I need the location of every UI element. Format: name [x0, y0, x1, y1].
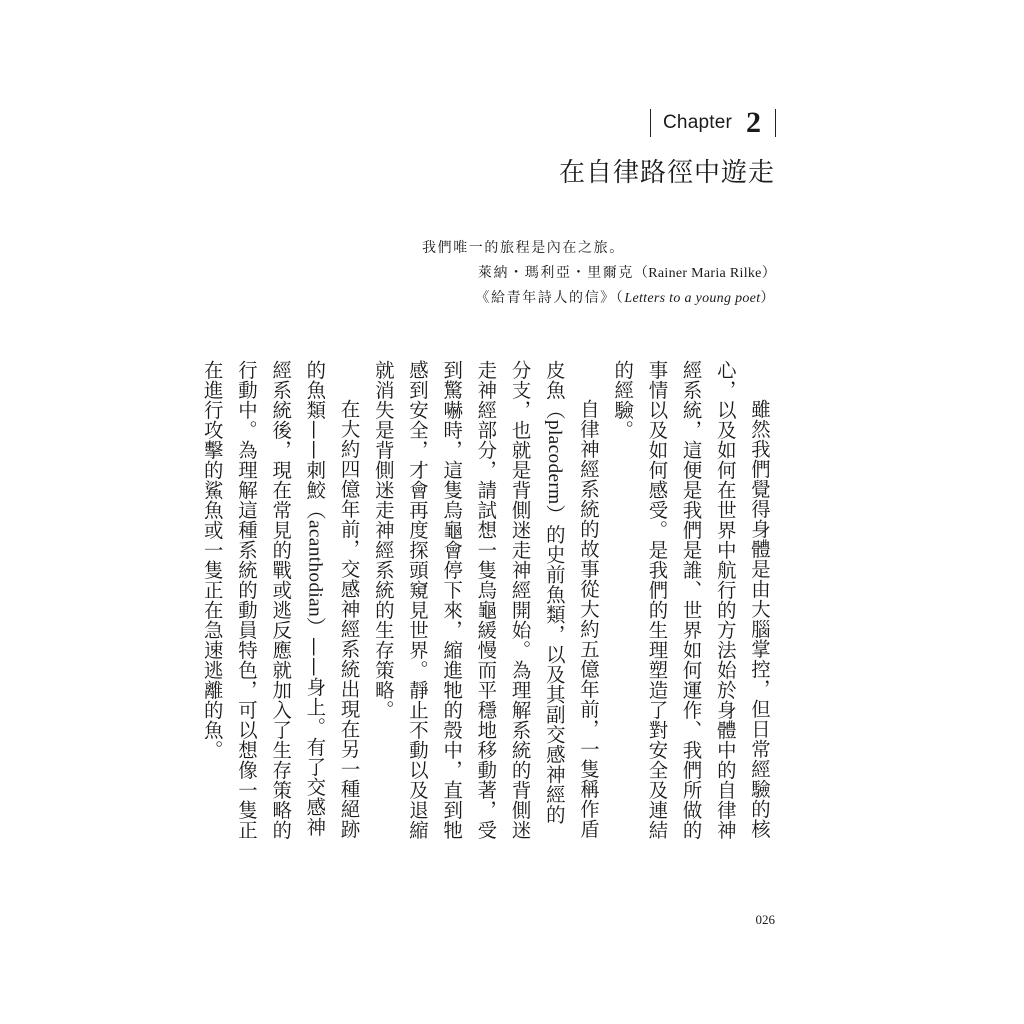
source-paren-open: （ [615, 290, 625, 306]
chapter-title: 在自律路徑中遊走 [558, 158, 775, 188]
divider-right [775, 109, 776, 137]
epigraph-author [478, 262, 776, 282]
paragraph-2-part-a: 自律神經系統的故事從大約五億年前，一隻稱作盾皮魚（ [542, 360, 600, 839]
divider-left [650, 109, 651, 137]
epigraph-source [475, 287, 776, 307]
paragraph-3-part-a: 在大約四億年前，交感神經系統出現在另一種絕跡的魚類——刺鮫（ [303, 360, 361, 839]
source-paren-close: ） [760, 290, 776, 306]
source-title-en: Letters to a young poet [624, 291, 761, 306]
paragraph-3-part-c: ）——身上。有了交感神經系統後，現在常見的戰或逃反應就加入了生存策略的行動中。為理解這種系統的動員特色，可以想像一隻正在進行攻擊的鯊魚或一隻正在急速逃離的魚。 [200, 360, 327, 840]
author-name-zh: 萊納・瑪利亞・里爾克 [477, 265, 634, 281]
term-placoderm: placoderm [543, 420, 565, 505]
chapter-label: Chapter [663, 112, 732, 133]
body-text [200, 360, 776, 840]
paragraph-2 [366, 360, 605, 840]
source-title-zh: 《給青年詩人的信》 [475, 290, 616, 306]
chapter-header [650, 108, 776, 138]
paragraph-2-part-c: ）的史前魚類，以及其副交感神經的分支，也就是背側迷走神經開始。為理解系統的背側迷走神經部分，請試想一隻烏龜緩慢而平穩地移動著，受到驚嚇時，這隻烏龜會停下來，縮進牠的殼中，直到牠感到安全，才會再度探頭窺見世界。靜止不動以及退縮就消失是背側迷走神經系統的生存策略。 [371, 360, 566, 840]
author-name-en: （Rainer Maria Rilke） [633, 266, 776, 281]
term-acanthodian: acanthodian [304, 519, 326, 617]
chapter-number: 2 [746, 106, 761, 139]
paragraph-3 [195, 360, 366, 840]
page-number: 026 [755, 912, 775, 927]
paragraph-1: 雖然我們覺得身體是由大腦掌控，但日常經驗的核心，以及如何在世界中航行的方法始於身體中的自律神經系統，這便是我們是誰、世界如何運作、我們所做的事情以及如何感受。是我們的生理塑造了對安全及連結的經驗。 [611, 360, 771, 840]
epigraph-quote: 我們唯一的旅程是內在之旅。 [422, 240, 625, 256]
